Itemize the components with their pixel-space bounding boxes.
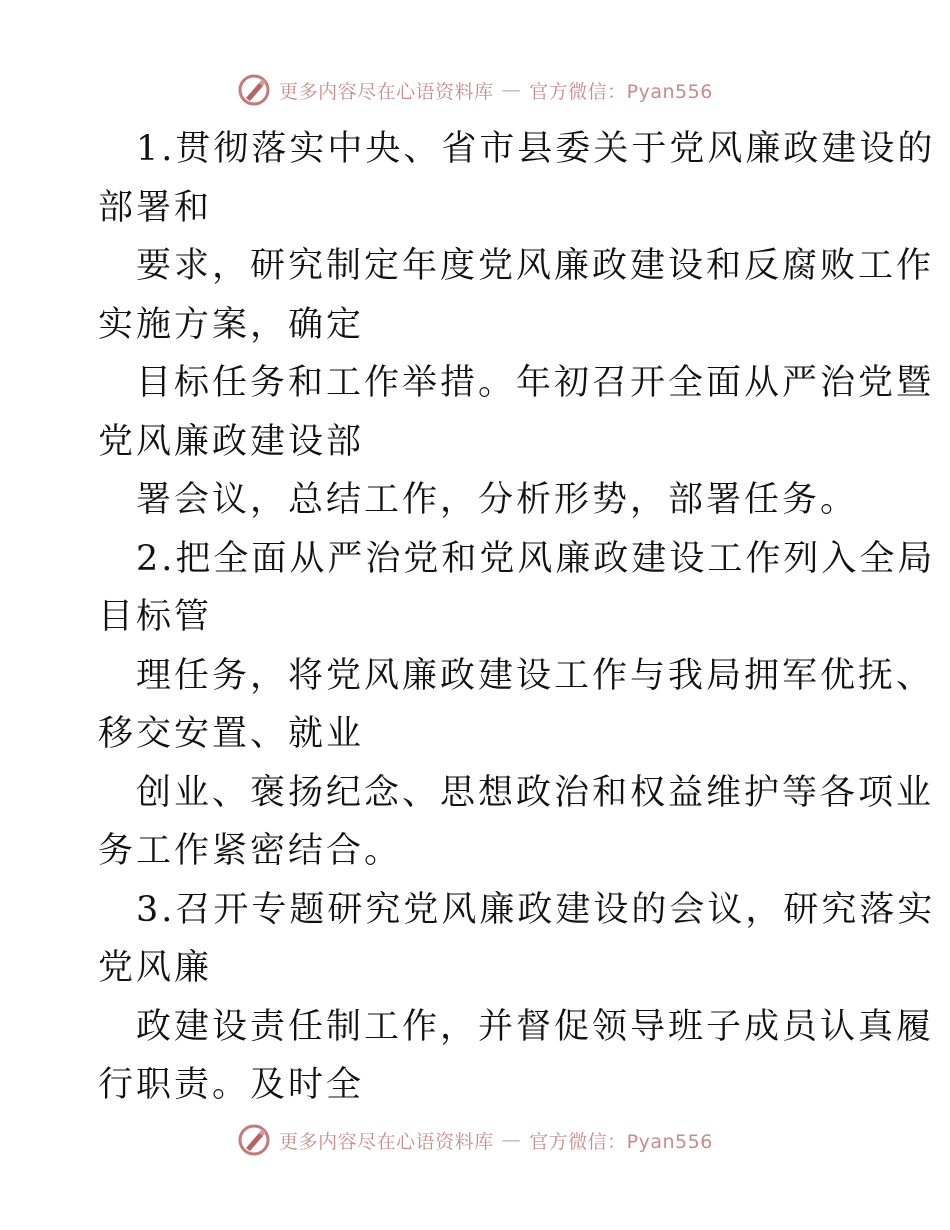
text-line: 目标任务和工作举措。年初召开全面从严治党暨 xyxy=(136,363,935,403)
text-line: 务工作紧密结合。 xyxy=(98,831,403,871)
text-line: 政建设责任制工作，并督促领导班子成员认真履 xyxy=(136,1006,935,1047)
text-line: 要求，研究制定年度党风廉政建设和反腐败工作 xyxy=(136,246,935,286)
pen-logo-icon xyxy=(237,1123,271,1157)
text-line: 创业、褒扬纪念、思想政治和权益维护等各项业 xyxy=(136,772,935,813)
watermark-suffix: 官方微信：Pyan556 xyxy=(529,80,713,103)
text-line: 署会议，总结工作，分析形势，部署任务。 xyxy=(136,480,859,520)
text-line: 3.召开专题研究党风廉政建设的会议，研究落实 xyxy=(136,889,936,930)
watermark-text: 更多内容尽在心语资料库 xyxy=(279,80,494,103)
watermark-text: 更多内容尽在心语资料库 xyxy=(279,1130,494,1153)
text-line: 1.贯彻落实中央、省市县委关于党风廉政建设的 xyxy=(136,129,936,169)
text-line: 移交安置、就业 xyxy=(98,714,365,754)
text-line: 2.把全面从严治党和党风廉政建设工作列入全局 xyxy=(136,538,936,579)
footer-watermark xyxy=(0,1120,950,1160)
text-line: 党风廉 xyxy=(98,948,213,988)
watermark-separator: — xyxy=(501,79,522,101)
pen-logo-icon xyxy=(237,73,271,107)
watermark-separator: — xyxy=(501,1129,522,1151)
text-line: 部署和 xyxy=(98,187,213,228)
header-watermark xyxy=(0,70,950,110)
watermark-suffix: 官方微信：Pyan556 xyxy=(529,1130,713,1153)
document-body xyxy=(98,120,936,1115)
text-line: 党风廉政建设部 xyxy=(98,421,365,462)
text-line: 理任务，将党风廉政建设工作与我局拥军优抚、 xyxy=(136,655,935,696)
text-line: 实施方案，确定 xyxy=(98,304,365,345)
text-line: 行职责。及时全 xyxy=(98,1065,365,1105)
text-line: 目标管 xyxy=(98,597,213,637)
